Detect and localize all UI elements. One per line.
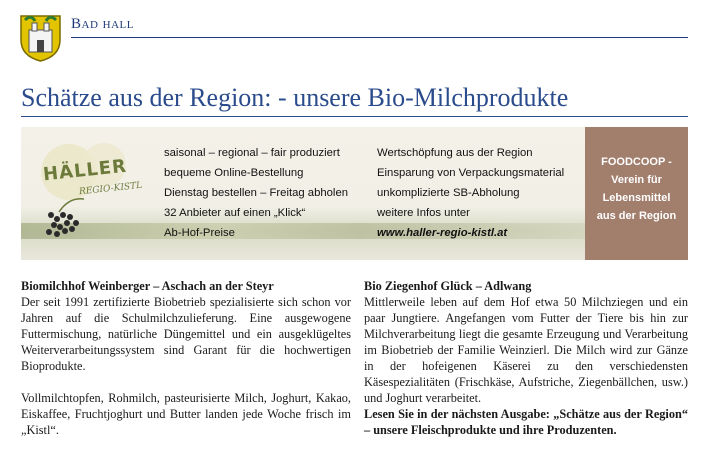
foodcoop-box (585, 127, 688, 260)
article-left-column (21, 278, 351, 438)
body-paragraph: Der seit 1991 zertifizierte Biobetrieb spezialisierte sich schon vor Jahren auf die Schulmilchzulieferung. Eine ausgewogene Futtermischung, natürliche Düngemittel und ein ausgeklügeltes Weiterverarbeitungssystem sind Garant für die hochwertigen Bioprodukte. (21, 295, 351, 373)
body-paragraph: Mittlerweile leben auf dem Hof etwa 50 Milchziegen und ein paar Jungtiere. Angefangen vom Futter der Tiere bis hin zur Milchverarbeitung liegt die gesamte Erzeugung und Verarbeitung im Biobetrieb der Familie Weinzierl. Die Milch wird zur Gänze in der hofeigenen Käserei zu den verschiedensten Käsespezialitäten (Frischkäse, Aufstriche, Ziegenbällchen, usw.) und Joghurt verarbeitet. (364, 295, 688, 405)
regio-kistl-banner (21, 127, 585, 260)
banner-benefit: unkomplizierte SB-Abholung (377, 187, 520, 199)
website-link[interactable]: www.haller-regio-kistl.at (377, 227, 508, 239)
article-right-column (364, 278, 688, 438)
banner-benefits-list (377, 143, 564, 243)
banner-benefit: Wertschöpfung aus der Region (377, 147, 533, 159)
page-title: Schätze aus der Region: - unsere Bio-Milchprodukte (21, 83, 569, 112)
body-paragraph: Vollmilchtopfen, Rohmilch, pasteurisierte Milch, Joghurt, Kakao, Eiskaffee, Fruchtjoghurt und Butter landen jede Woche frisch im „Kistl“. (21, 391, 351, 437)
banner-feature: bequeme Online-Bestellung (164, 167, 304, 179)
banner-feature: saisonal – regional – fair produziert (164, 147, 340, 159)
banner-features-list (164, 143, 348, 243)
next-issue-teaser: Lesen Sie in der nächsten Ausgabe: „Schätze aus der Region“ – unsere Fleischprodukte und ihre Produzenten. (364, 407, 688, 437)
banner-feature: Ab-Hof-Preise (164, 227, 235, 239)
header-divider (71, 37, 688, 38)
banner-benefit: Einsparung von Verpackungsmaterial (377, 167, 565, 179)
section-heading: Biomilchhof Weinberger – Aschach an der Steyr (21, 279, 274, 293)
foodcoop-text: FOODCOOP - Verein für Lebensmittel aus der Region (596, 156, 677, 222)
town-name: Bad hall (71, 16, 134, 32)
logo-subtitle: REGIO-KISTL (78, 180, 143, 198)
logo-wordmark: HÄLLER (42, 155, 128, 186)
banner-feature: 32 Anbieter auf einen „Klick“ (164, 207, 306, 219)
title-divider (21, 116, 688, 117)
section-heading: Bio Ziegenhof Glück – Adlwang (364, 279, 532, 293)
banner-benefit: weitere Infos unter (377, 207, 470, 219)
banner-feature: Dienstag bestellen – Freitag abholen (164, 187, 349, 199)
town-crest-icon (19, 12, 62, 62)
